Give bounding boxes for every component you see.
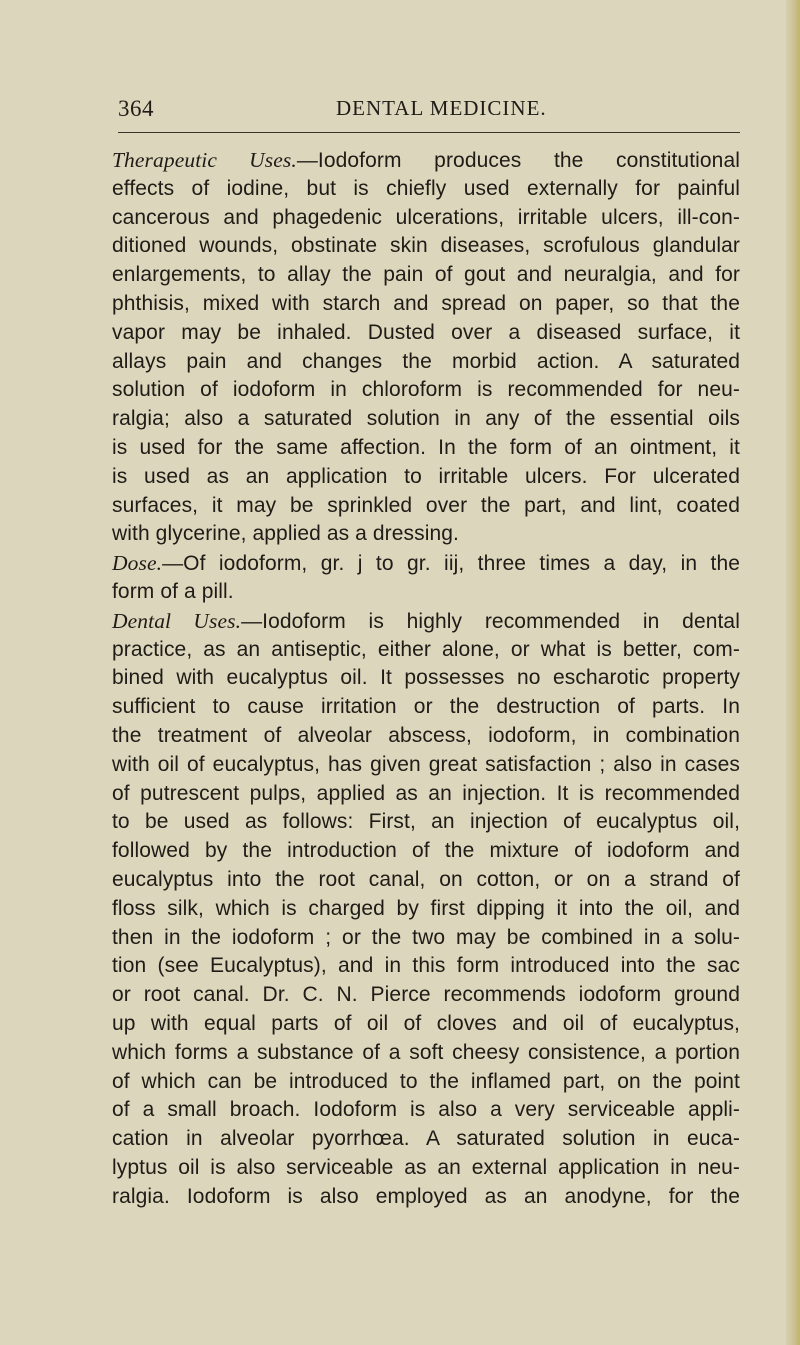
line-text: or root canal. Dr. C. N. Pierce recommends iodoform ground <box>112 983 740 1007</box>
text-line <box>112 1039 740 1068</box>
text-line <box>112 434 740 463</box>
text-line <box>112 290 740 319</box>
text-line <box>112 693 740 722</box>
line-text: enlargements, to allay the pain of gout and neuralgia, and for <box>112 263 740 287</box>
text-line <box>112 146 740 175</box>
line-text: floss silk, which is charged by first dipping it into the oil, and <box>112 896 740 920</box>
line-text: vapor may be inhaled. Dusted over a diseased surface, it <box>112 320 740 344</box>
text-line <box>112 866 740 895</box>
line-text: to be used as follows: First, an injection of eucalyptus oil, <box>112 810 740 834</box>
line-text: phthisis, mixed with starch and spread on paper, so that the <box>112 291 740 315</box>
text-line <box>112 175 740 204</box>
text-line <box>112 636 740 665</box>
text-line <box>112 1183 740 1212</box>
line-text: sufficient to cause irritation or the destruction of parts. In <box>112 695 740 719</box>
header-rule <box>118 132 740 133</box>
text-line <box>112 204 740 233</box>
line-text: is used for the same affection. In the form of an ointment, it <box>112 435 740 459</box>
text-line <box>112 607 740 636</box>
text-line <box>112 1068 740 1097</box>
text-line <box>112 952 740 981</box>
line-text: of which can be introduced to the inflamed part, on the point <box>112 1069 740 1093</box>
text-line <box>112 405 740 434</box>
line-text: is used as an application to irritable ulcers. For ulcerated <box>112 464 740 488</box>
section-lead: Therapeutic Uses. <box>112 148 297 172</box>
text-line <box>112 232 740 261</box>
line-text: effects of iodine, but is chiefly used externally for painful <box>112 176 740 200</box>
text-line <box>112 981 740 1010</box>
line-text: of a small broach. Iodoform is also a very serviceable appli- <box>112 1098 740 1122</box>
line-text: cancerous and phagedenic ulcerations, irritable ulcers, ill-con- <box>112 205 740 229</box>
line-text: allays pain and changes the morbid action. A saturated <box>112 349 740 373</box>
text-line <box>112 837 740 866</box>
body-text <box>112 146 740 1211</box>
section-lead: Dental Uses. <box>112 608 242 633</box>
text-line <box>112 1010 740 1039</box>
text-line <box>112 549 740 578</box>
line-text: eucalyptus into the root canal, on cotton, or on a strand of <box>112 867 740 891</box>
line-text: form of a pill. <box>112 579 234 603</box>
line-text: ralgia; also a saturated solution in any of the essential oils <box>112 407 740 431</box>
text-line <box>112 664 740 693</box>
line-text: solution of iodoform in chloroform is recommended for neu- <box>112 378 740 402</box>
line-text: which forms a substance of a soft cheesy consistence, a portion <box>112 1040 740 1064</box>
line-text: cation in alveolar pyorrhœa. A saturated solution in euca- <box>112 1127 740 1151</box>
text-line <box>112 348 740 377</box>
text-line <box>112 376 740 405</box>
text-line <box>112 319 740 348</box>
line-text: with oil of eucalyptus, has given great satisfaction ; also in cases <box>112 752 740 776</box>
line-text: —Iodoform is highly recommended in dental <box>241 609 740 633</box>
line-text: surfaces, it may be sprinkled over the part, and lint, coated <box>112 493 740 517</box>
text-line <box>112 492 740 521</box>
line-text: of putrescent pulps, applied as an injection. It is recommended <box>112 781 740 805</box>
text-line <box>112 1154 740 1183</box>
line-text: practice, as an antiseptic, either alone, or what is better, com- <box>112 637 740 661</box>
line-text: the treatment of alveolar abscess, iodoform, in combination <box>112 723 740 747</box>
text-line <box>112 1125 740 1154</box>
text-line <box>112 520 740 549</box>
text-line <box>112 924 740 953</box>
line-text: tion (see Eucalyptus), and in this form introduced into the sac <box>112 954 740 978</box>
text-line <box>112 1096 740 1125</box>
section-lead: Dose. <box>112 551 163 576</box>
line-text: then in the iodoform ; or the two may be combined in a solu- <box>112 925 740 949</box>
text-line <box>112 578 740 607</box>
line-text: ditioned wounds, obstinate skin diseases, scrofulous glandular <box>112 234 740 258</box>
text-line <box>112 722 740 751</box>
line-text: —Iodoform produces the constitutional <box>296 149 741 172</box>
text-line <box>112 261 740 290</box>
page-edge <box>786 0 800 1345</box>
line-text: with glycerine, applied as a dressing. <box>112 522 459 546</box>
running-title: DENTAL MEDICINE. <box>336 96 547 120</box>
text-line <box>112 808 740 837</box>
line-text: followed by the introduction of the mixture of iodoform and <box>112 839 740 863</box>
line-text: ralgia. Iodoform is also employed as an anodyne, for the <box>112 1184 740 1208</box>
page-number: 364 <box>118 96 154 121</box>
line-text: bined with eucalyptus oil. It possesses no escharotic property <box>112 666 740 690</box>
line-text: up with equal parts of oil of cloves and oil of eucalyptus, <box>112 1011 740 1035</box>
text-line <box>112 780 740 809</box>
page-header <box>118 96 738 132</box>
text-line <box>112 463 740 492</box>
text-line <box>112 751 740 780</box>
text-line <box>112 895 740 924</box>
line-text: —Of iodoform, gr. j to gr. iij, three times a day, in the <box>162 552 740 576</box>
line-text: lyptus oil is also serviceable as an external application in neu- <box>112 1155 740 1179</box>
